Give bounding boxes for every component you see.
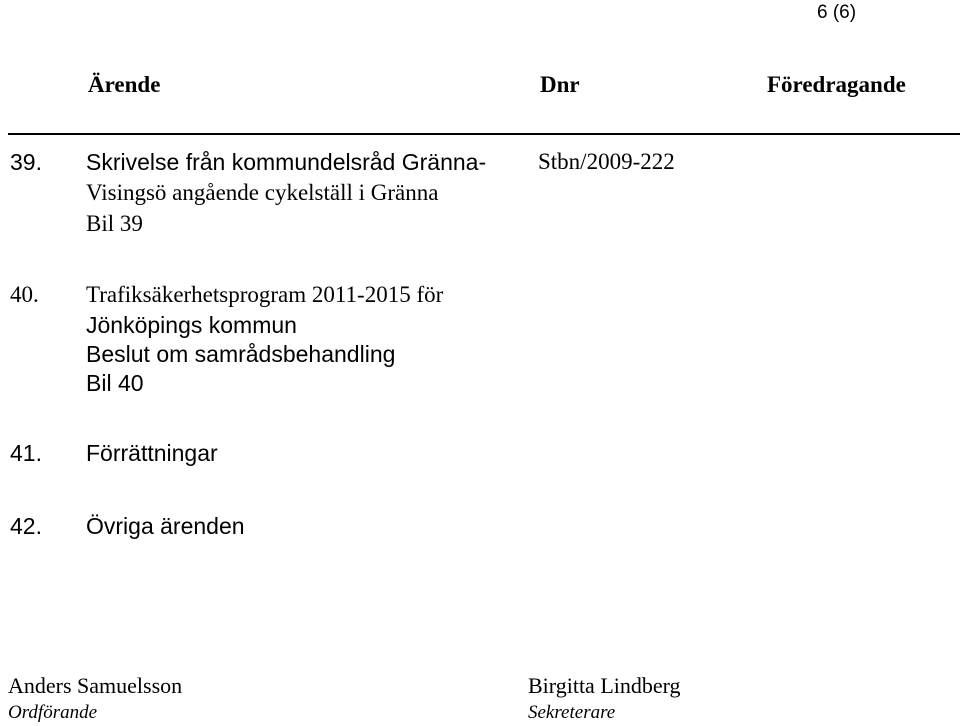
page-number: 6 (6) xyxy=(817,2,857,23)
header-foredragande: Föredragande xyxy=(767,72,906,97)
item-attachment: Bil 40 xyxy=(86,370,144,396)
item-title-line: Övriga ärenden xyxy=(86,513,245,539)
item-number: 40. xyxy=(10,282,39,307)
item-number: 41. xyxy=(10,440,42,466)
signature-name: Birgitta Lindberg xyxy=(528,673,681,698)
item-dnr: Stbn/2009-222 xyxy=(538,149,675,174)
signature-name: Anders Samuelsson xyxy=(8,673,183,698)
item-title-line: Skrivelse från kommundelsråd Gränna- xyxy=(86,149,487,175)
item-title-line: Trafiksäkerhetsprogram 2011-2015 för xyxy=(86,282,444,307)
signature-role: Ordförande xyxy=(8,702,98,723)
header-arende: Ärende xyxy=(88,72,161,97)
item-title-line: Förrättningar xyxy=(86,440,218,466)
signature-role: Sekreterare xyxy=(528,702,616,723)
header-dnr: Dnr xyxy=(540,72,580,97)
item-title-line: Visingsö angående cykelställ i Gränna xyxy=(86,180,439,205)
item-decision: Beslut om samrådsbehandling xyxy=(86,341,396,367)
header-rule xyxy=(8,133,960,135)
item-attachment: Bil 39 xyxy=(86,211,143,236)
item-number: 42. xyxy=(10,513,42,539)
item-number: 39. xyxy=(10,149,42,175)
item-title-line: Jönköpings kommun xyxy=(86,312,297,338)
